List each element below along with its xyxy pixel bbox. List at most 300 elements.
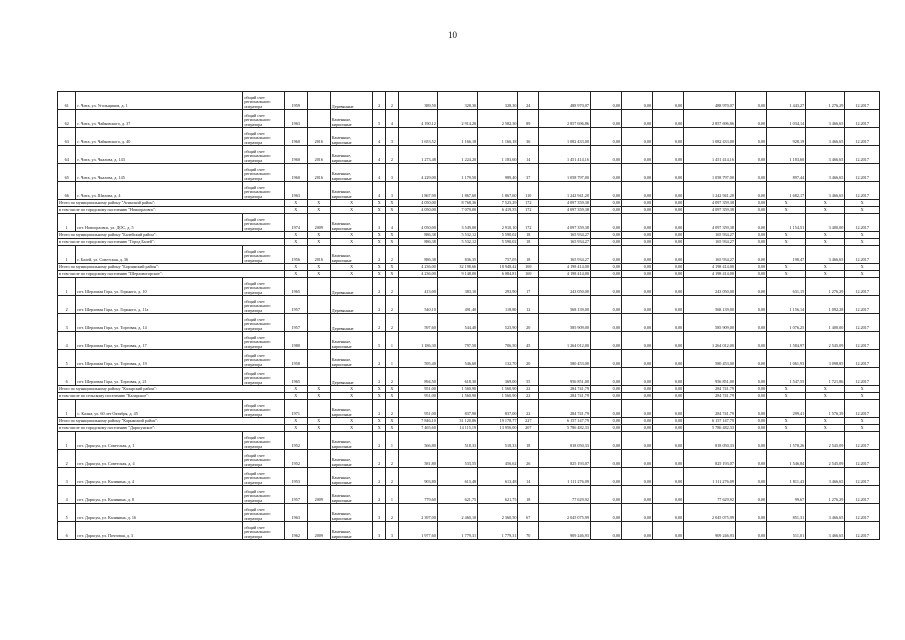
deadline-cell: 12.2017 — [845, 332, 880, 350]
address-cell: пгт. Шерловая Гора, ул. Торговая, д. 21 — [76, 368, 243, 386]
budget-local-cell: 0,00 — [653, 468, 684, 486]
deadline-cell: 12.2017 — [845, 278, 880, 296]
owners-funds-cell: 1 082 433,00 — [684, 128, 736, 146]
deadline-cell: 12.2017 — [845, 182, 880, 200]
budget-local-cell: 0,00 — [653, 296, 684, 314]
row-number: 6 — [58, 368, 76, 386]
max-unit-cost-cell: 1 400,00 — [806, 314, 845, 332]
budget-local-cell: 0,00 — [653, 200, 684, 207]
area-premises-cell: 5 532,12 — [437, 239, 477, 246]
area-premises-cell: 2 460,10 — [437, 504, 477, 522]
row-number: 4 — [58, 332, 76, 350]
account-type-cell: общий счет регионального оператора — [243, 504, 284, 522]
budget-local-cell: 0,00 — [653, 232, 684, 239]
fund-cell: 0,00 — [590, 400, 621, 418]
other-funds-cell: 0,00 — [735, 368, 766, 386]
area-residential-cell: 518,33 — [478, 432, 518, 450]
summary-marker: X — [284, 264, 307, 271]
cost-total-cell: 4 097 359,38 — [539, 214, 591, 232]
unit-cost-cell: 511,01 — [767, 522, 806, 540]
residents-cell: 36 — [518, 128, 539, 146]
summary-marker: X — [284, 200, 307, 207]
budget-regional-cell: 0,00 — [622, 128, 653, 146]
budget-regional-cell: 0,00 — [622, 232, 653, 239]
cost-total-cell: 165 934,27 — [539, 239, 591, 246]
summary-marker: X — [845, 200, 880, 207]
fund-cell: 0,00 — [590, 200, 621, 207]
summary-marker: X — [330, 264, 373, 271]
account-type-cell: общий счет регионального оператора — [243, 246, 284, 264]
area-premises-cell: 2 914,20 — [437, 110, 477, 128]
other-funds-cell: 0,00 — [735, 164, 766, 182]
area-residential-cell: 1 560,90 — [478, 393, 518, 400]
table-row — [58, 214, 880, 232]
summary-marker: X — [330, 207, 373, 214]
total-area-cell: 1 653,52 — [398, 128, 437, 146]
entrances-cell: 1 — [386, 332, 399, 350]
area-premises-cell: 1 867,60 — [437, 182, 477, 200]
summary-marker: X — [307, 264, 330, 271]
year-built-cell: 1960 — [284, 146, 307, 164]
summary-row — [58, 418, 880, 425]
max-unit-cost-cell: 3 098,85 — [806, 350, 845, 368]
year-renovation-cell: 2009 — [307, 214, 330, 232]
owners-funds-cell: 2 045 075,99 — [684, 504, 736, 522]
budget-regional-cell: 0,00 — [622, 246, 653, 264]
summary-marker: X — [386, 207, 399, 214]
summary-title: в том числе по городскому поселению "Шерловогорское": — [58, 271, 285, 278]
address-cell: пгт. Шерловая Гора, ул. Горького, д. 10 — [76, 278, 243, 296]
row-number: 1 — [58, 400, 76, 418]
address-cell: пгт. Шерловая Гора, ул. Торговая, д. 17 — [76, 332, 243, 350]
residents-cell: 172 — [518, 214, 539, 232]
table-row — [58, 400, 880, 418]
summary-marker: X — [806, 418, 845, 425]
summary-title: в том числе по городскому поселению "Дарасунское": — [58, 425, 285, 432]
total-area-cell: 951,00 — [398, 386, 437, 393]
owners-funds-cell: 4 097 359,38 — [684, 214, 736, 232]
budget-local-cell: 0,00 — [653, 207, 684, 214]
entrances-cell: 3 — [386, 128, 399, 146]
row-number: 3 — [58, 468, 76, 486]
summary-marker: X — [284, 239, 307, 246]
deadline-cell: 12.2017 — [845, 110, 880, 128]
summary-marker: X — [386, 271, 399, 278]
floors-cell: 2 — [373, 400, 386, 418]
summary-marker: X — [307, 232, 330, 239]
residents-cell: 20 — [518, 350, 539, 368]
area-premises-cell: 491,40 — [437, 296, 477, 314]
fund-cell: 0,00 — [590, 278, 621, 296]
budget-local-cell: 0,00 — [653, 400, 684, 418]
other-funds-cell: 0,00 — [735, 271, 766, 278]
total-area-cell: 4 050,00 — [398, 207, 437, 214]
area-premises-cell: 1 224,20 — [437, 146, 477, 164]
budget-local-cell: 0,00 — [653, 386, 684, 393]
row-number: 1 — [58, 214, 76, 232]
summary-marker: X — [767, 232, 806, 239]
fund-cell: 0,00 — [590, 418, 621, 425]
summary-marker: X — [330, 393, 373, 400]
address-cell: г. Чита, ул. Угольщиков, д. 1 — [76, 92, 243, 110]
owners-funds-cell: 580 453,00 — [684, 350, 736, 368]
area-premises-cell: 518,33 — [437, 432, 477, 450]
residents-cell: 55 — [518, 368, 539, 386]
entrances-cell: 2 — [386, 400, 399, 418]
owners-funds-cell: 909 246,93 — [684, 522, 736, 540]
address-cell: г. Чита, ул. Чайковского, д. 40 — [76, 128, 243, 146]
summary-marker: X — [330, 200, 373, 207]
owners-funds-cell: 825 193,07 — [684, 450, 736, 468]
other-funds-cell: 0,00 — [735, 486, 766, 504]
cost-total-cell: 818 050,33 — [539, 432, 591, 450]
residents-cell: 207 — [518, 425, 539, 432]
total-area-cell: 1 273,48 — [398, 146, 437, 164]
summary-title: в том числе по сельскому поселению "Каларское": — [58, 393, 285, 400]
residents-cell: 18 — [518, 432, 539, 450]
budget-regional-cell: 0,00 — [622, 425, 653, 432]
year-renovation-cell: 2009 — [307, 486, 330, 504]
summary-marker: X — [767, 200, 806, 207]
table-row — [58, 278, 880, 296]
summary-marker: X — [806, 425, 845, 432]
unit-cost-cell: 1 154,51 — [767, 214, 806, 232]
budget-regional-cell: 0,00 — [622, 264, 653, 271]
summary-marker: X — [845, 386, 880, 393]
floors-cell: 2 — [373, 296, 386, 314]
cost-total-cell: 1 264 012,00 — [539, 332, 591, 350]
total-area-cell: 1 977,60 — [398, 522, 437, 540]
total-area-cell: 7 465,60 — [398, 425, 437, 432]
cost-total-cell: 165 934,27 — [539, 246, 591, 264]
summary-marker: X — [806, 239, 845, 246]
floors-cell: 2 — [373, 314, 386, 332]
unit-cost-cell: 631,15 — [767, 278, 806, 296]
fund-cell: 0,00 — [590, 264, 621, 271]
unit-cost-cell: 851,31 — [767, 504, 806, 522]
fund-cell: 0,00 — [590, 92, 621, 110]
budget-local-cell: 0,00 — [653, 368, 684, 386]
budget-local-cell: 0,00 — [653, 264, 684, 271]
residents-cell: 70 — [518, 522, 539, 540]
area-premises-cell: 544,40 — [437, 314, 477, 332]
area-residential-cell: 328,30 — [478, 92, 518, 110]
area-premises-cell: 546,60 — [437, 350, 477, 368]
row-number: 64 — [58, 146, 76, 164]
account-type-cell: общий счет регионального оператора — [243, 314, 284, 332]
max-unit-cost-cell: 3 466,65 — [806, 128, 845, 146]
fund-cell: 0,00 — [590, 271, 621, 278]
max-unit-cost-cell: 1 092,28 — [806, 296, 845, 314]
residents-cell: 12 — [518, 296, 539, 314]
floors-cell: 2 — [373, 278, 386, 296]
year-renovation-cell — [307, 314, 330, 332]
summary-marker: X — [373, 232, 386, 239]
account-type-cell: общий счет регионального оператора — [243, 146, 284, 164]
deadline-cell: 12.2017 — [845, 522, 880, 540]
budget-local-cell: 0,00 — [653, 522, 684, 540]
area-residential-cell: 132,70 — [478, 350, 518, 368]
other-funds-cell: 0,00 — [735, 92, 766, 110]
summary-marker: X — [386, 200, 399, 207]
area-premises-cell: 3 549,00 — [437, 214, 477, 232]
area-residential-cell: 2 582,30 — [478, 110, 518, 128]
total-area-cell: 886,38 — [398, 239, 437, 246]
summary-marker: X — [767, 418, 806, 425]
row-number: 1 — [58, 278, 76, 296]
floors-cell: 3 — [373, 214, 386, 232]
total-area-cell: 389,50 — [398, 92, 437, 110]
wall-material-cell: Каменные, кирпичные — [330, 400, 373, 418]
total-area-cell: 1 186,30 — [398, 332, 437, 350]
max-unit-cost-cell: 2 545,09 — [806, 332, 845, 350]
other-funds-cell: 0,00 — [735, 200, 766, 207]
budget-local-cell: 0,00 — [653, 418, 684, 425]
summary-marker: X — [373, 271, 386, 278]
year-renovation-cell: 2016 — [307, 128, 330, 146]
floors-cell: 4 — [373, 146, 386, 164]
unit-cost-cell: 99,67 — [767, 486, 806, 504]
account-type-cell: общий счет регионального оператора — [243, 450, 284, 468]
owners-funds-cell: 5 786 482,33 — [684, 425, 736, 432]
summary-marker: X — [845, 425, 880, 432]
other-funds-cell: 0,00 — [735, 246, 766, 264]
entrances-cell: 2 — [386, 468, 399, 486]
summary-row — [58, 200, 880, 207]
fund-cell: 0,00 — [590, 246, 621, 264]
wall-material-cell: Каменные, кирпичные — [330, 468, 373, 486]
row-number: 4 — [58, 486, 76, 504]
owners-funds-cell: 4 097 359,38 — [684, 207, 736, 214]
address-cell: пгт. Шерловая Гора, ул. Торговая, д. 19 — [76, 350, 243, 368]
fund-cell: 0,00 — [590, 432, 621, 450]
year-built-cell: 1956 — [284, 246, 307, 264]
total-area-cell: 779,60 — [398, 486, 437, 504]
address-cell: пгт. Шерловая Гора, ул. Торговая, д. 14 — [76, 314, 243, 332]
table-row — [58, 246, 880, 264]
total-area-cell: 951,00 — [398, 400, 437, 418]
summary-marker: X — [373, 200, 386, 207]
residents-cell: 14 — [518, 146, 539, 164]
summary-marker: X — [845, 232, 880, 239]
owners-funds-cell: 585 909,00 — [684, 314, 736, 332]
summary-marker: X — [806, 264, 845, 271]
fund-cell: 0,00 — [590, 214, 621, 232]
cost-total-cell: 284 741,79 — [539, 393, 591, 400]
entrances-cell: 3 — [386, 182, 399, 200]
budget-local-cell: 0,00 — [653, 432, 684, 450]
budget-regional-cell: 0,00 — [622, 314, 653, 332]
address-cell: пгт. Шерловая Гора, ул. Горького, д. 11а — [76, 296, 243, 314]
wall-material-cell: Деревянные — [330, 368, 373, 386]
floors-cell: 2 — [373, 468, 386, 486]
account-type-cell: общий счет регионального оператора — [243, 332, 284, 350]
table-body — [58, 92, 880, 540]
summary-marker: X — [806, 207, 845, 214]
address-cell: г. Чита, ул. Чкалова, д. 143 — [76, 146, 243, 164]
area-residential-cell: 1 560,90 — [478, 386, 518, 393]
table-row — [58, 128, 880, 146]
total-area-cell: 2 397,00 — [398, 504, 437, 522]
entrances-cell: 1 — [386, 486, 399, 504]
max-unit-cost-cell: 1 276,29 — [806, 92, 845, 110]
table-row — [58, 182, 880, 200]
unit-cost-cell: 198,47 — [767, 246, 806, 264]
other-funds-cell: 0,00 — [735, 264, 766, 271]
budget-local-cell: 0,00 — [653, 350, 684, 368]
max-unit-cost-cell: 2 545,09 — [806, 450, 845, 468]
summary-marker: X — [307, 425, 330, 432]
year-built-cell: 1980 — [284, 332, 307, 350]
budget-regional-cell: 0,00 — [622, 504, 653, 522]
total-area-cell: 7 846,10 — [398, 418, 437, 425]
summary-marker: X — [307, 200, 330, 207]
other-funds-cell: 0,00 — [735, 214, 766, 232]
residents-cell: 169 — [518, 264, 539, 271]
floors-cell: 2 — [373, 246, 386, 264]
account-type-cell: общий счет регионального оператора — [243, 522, 284, 540]
total-area-cell: 1 867,90 — [398, 182, 437, 200]
summary-row — [58, 232, 880, 239]
total-area-cell: 595,40 — [398, 350, 437, 368]
max-unit-cost-cell: 3 466,65 — [806, 164, 845, 182]
unit-cost-cell: 1 076,25 — [767, 314, 806, 332]
table-row — [58, 450, 880, 468]
total-area-cell: 951,00 — [398, 393, 437, 400]
unit-cost-cell: 299,41 — [767, 400, 806, 418]
summary-marker: X — [806, 386, 845, 393]
page-number: 10 — [448, 30, 457, 40]
max-unit-cost-cell: 1 276,29 — [806, 278, 845, 296]
table-row — [58, 110, 880, 128]
floors-cell: 2 — [373, 432, 386, 450]
unit-cost-cell: 1 547,55 — [767, 368, 806, 386]
other-funds-cell: 0,00 — [735, 146, 766, 164]
max-unit-cost-cell: 2 545,09 — [806, 432, 845, 450]
fund-cell: 0,00 — [590, 386, 621, 393]
entrances-cell: 2 — [386, 450, 399, 468]
owners-funds-cell: 243 050,00 — [684, 278, 736, 296]
total-area-cell: 4 236,00 — [398, 264, 437, 271]
summary-row — [58, 271, 880, 278]
other-funds-cell: 0,00 — [735, 504, 766, 522]
cost-total-cell: 4 198 414,00 — [539, 271, 591, 278]
account-type-cell: общий счет регионального оператора — [243, 164, 284, 182]
residents-cell: 22 — [518, 386, 539, 393]
total-area-cell: 4 236,00 — [398, 271, 437, 278]
year-built-cell: 1963 — [284, 110, 307, 128]
wall-material-cell: Каменные, кирпичные — [330, 486, 373, 504]
year-renovation-cell — [307, 504, 330, 522]
row-number: 63 — [58, 128, 76, 146]
wall-material-cell: Деревянные — [330, 314, 373, 332]
total-area-cell: 540,10 — [398, 296, 437, 314]
area-premises-cell: 1 166,18 — [437, 128, 477, 146]
total-area-cell: 4 050,00 — [398, 214, 437, 232]
residents-cell: 172 — [518, 200, 539, 207]
area-residential-cell: 118,80 — [478, 296, 518, 314]
summary-marker: X — [373, 393, 386, 400]
area-premises-cell: 1 560,90 — [437, 393, 477, 400]
budget-local-cell: 0,00 — [653, 164, 684, 182]
year-built-cell: 1971 — [284, 400, 307, 418]
entrances-cell: 3 — [386, 164, 399, 182]
residents-cell: 22 — [518, 393, 539, 400]
row-number: 66 — [58, 182, 76, 200]
total-area-cell: 581,80 — [398, 450, 437, 468]
area-residential-cell: 13 956,00 — [478, 425, 518, 432]
cost-total-cell: 4 097 359,38 — [539, 200, 591, 207]
area-premises-cell: 5 532,12 — [437, 232, 477, 239]
unit-cost-cell: 1 682,17 — [767, 182, 806, 200]
budget-regional-cell: 0,00 — [622, 468, 653, 486]
deadline-cell: 12.2017 — [845, 400, 880, 418]
fund-cell: 0,00 — [590, 146, 621, 164]
budget-regional-cell: 0,00 — [622, 522, 653, 540]
year-built-cell: 1960 — [284, 164, 307, 182]
cost-total-cell: 1 451 414,16 — [539, 146, 591, 164]
fund-cell: 0,00 — [590, 239, 621, 246]
unit-cost-cell: 1 584,97 — [767, 332, 806, 350]
table-row — [58, 522, 880, 540]
owners-funds-cell: 956 851,00 — [684, 368, 736, 386]
summary-row — [58, 264, 880, 271]
budget-regional-cell: 0,00 — [622, 296, 653, 314]
row-number: 61 — [58, 92, 76, 110]
address-cell: г. Балей, ул. Советская, д. 36 — [76, 246, 243, 264]
year-built-cell: 1963 — [284, 504, 307, 522]
other-funds-cell: 0,00 — [735, 400, 766, 418]
budget-local-cell: 0,00 — [653, 332, 684, 350]
address-cell: пгт. Дарасун, ул. Калинина, д. 4 — [76, 468, 243, 486]
budget-regional-cell: 0,00 — [622, 350, 653, 368]
floors-cell: 2 — [373, 450, 386, 468]
unit-cost-cell: 1 578,26 — [767, 432, 806, 450]
row-number: 1 — [58, 432, 76, 450]
budget-regional-cell: 0,00 — [622, 368, 653, 386]
cost-total-cell: 1 082 433,00 — [539, 128, 591, 146]
year-renovation-cell: 2016 — [307, 246, 330, 264]
year-renovation-cell: 2016 — [307, 146, 330, 164]
summary-marker: X — [767, 239, 806, 246]
year-renovation-cell — [307, 182, 330, 200]
budget-local-cell: 0,00 — [653, 393, 684, 400]
budget-regional-cell: 0,00 — [622, 200, 653, 207]
account-type-cell: общий счет регионального оператора — [243, 296, 284, 314]
cost-total-cell: 77 629,92 — [539, 486, 591, 504]
residents-cell: 89 — [518, 110, 539, 128]
fund-cell: 0,00 — [590, 450, 621, 468]
summary-marker: X — [806, 232, 845, 239]
cost-total-cell: 585 909,00 — [539, 314, 591, 332]
area-premises-cell: 613,48 — [437, 468, 477, 486]
cost-total-cell: 1 242 941,20 — [539, 182, 591, 200]
owners-funds-cell: 1 058 797,00 — [684, 164, 736, 182]
year-built-cell: 1974 — [284, 214, 307, 232]
summary-marker: X — [386, 239, 399, 246]
wall-material-cell: Каменные, кирпичные — [330, 214, 373, 232]
summary-marker: X — [307, 418, 330, 425]
area-residential-cell: 989,40 — [478, 164, 518, 182]
entrances-cell: 2 — [386, 246, 399, 264]
fund-cell: 0,00 — [590, 296, 621, 314]
other-funds-cell: 0,00 — [735, 128, 766, 146]
floors-cell: 5 — [373, 110, 386, 128]
budget-local-cell: 0,00 — [653, 92, 684, 110]
cost-total-cell: 956 851,00 — [539, 368, 591, 386]
summary-marker: X — [307, 207, 330, 214]
year-renovation-cell — [307, 350, 330, 368]
